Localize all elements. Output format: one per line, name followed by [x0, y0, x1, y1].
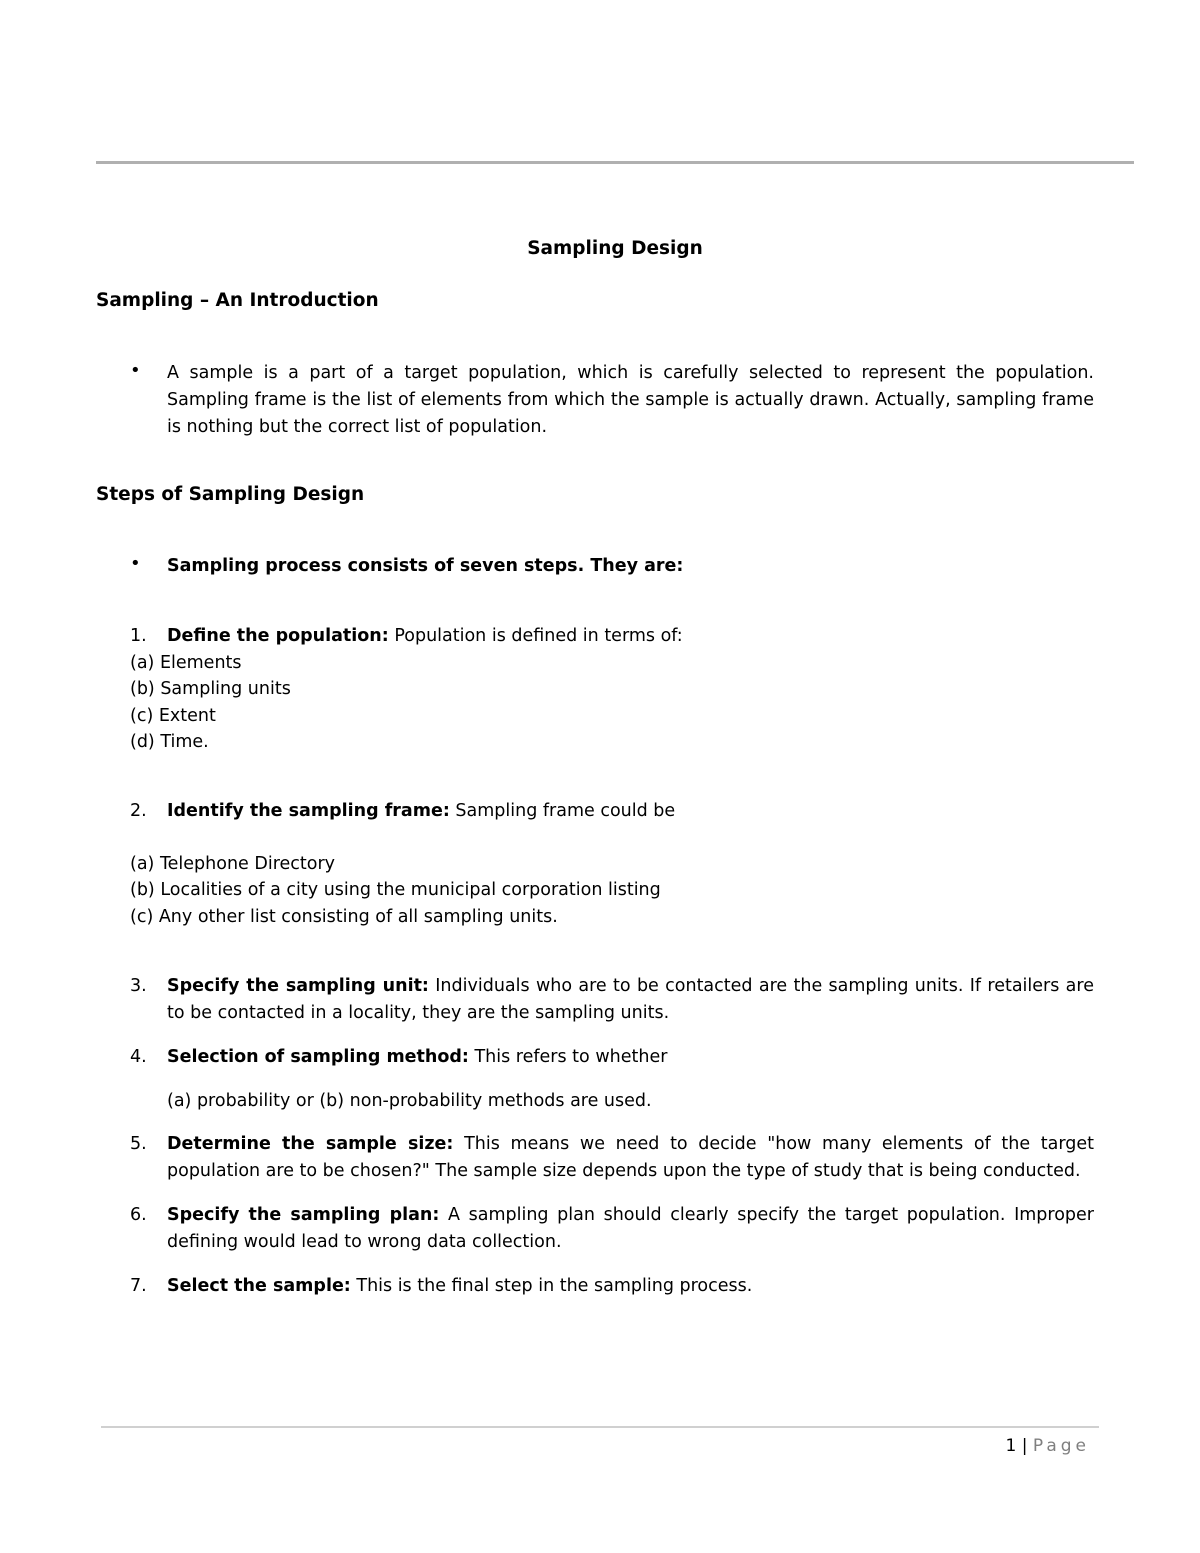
page-footer: [1005, 1436, 1090, 1456]
step-number: 1.: [130, 626, 147, 646]
page-title: Sampling Design: [527, 238, 703, 259]
step-title: Selection of sampling method:: [167, 1047, 469, 1067]
step-text: This refers to whether: [468, 1047, 668, 1067]
step-title: Select the sample:: [167, 1276, 351, 1296]
header-rule: [96, 161, 1134, 164]
list-item: (a) Telephone Directory: [130, 854, 336, 874]
step-text: This means we need to decide "how many elements of the target population are to be chosen?" The sample size depends upon the type of study that is being conducted.: [167, 1134, 1094, 1181]
list-item: (a) Elements: [130, 653, 242, 673]
footer-rule: [101, 1426, 1099, 1428]
bullet-dot-icon: •: [130, 360, 141, 381]
step-2-sublist: [130, 851, 661, 930]
step-4-detail: (a) probability or (b) non-probability methods are used.: [167, 1091, 652, 1111]
step-number: 3.: [130, 976, 147, 996]
step-text: Individuals who are to be contacted are the sampling units. If retailers are to be contacted in a locality, they are the sampling units.: [167, 976, 1094, 1023]
footer-separator: |: [1021, 1436, 1028, 1456]
step-5: [130, 1131, 1094, 1185]
list-item: (b) Localities of a city using the municipal corporation listing: [130, 880, 661, 901]
steps-bullet-text: Sampling process consists of seven steps. They are:: [167, 556, 684, 576]
step-2: [130, 798, 1094, 825]
step-text: Sampling frame could be: [449, 801, 676, 821]
page-label: Page: [1032, 1436, 1090, 1456]
step-4: [130, 1044, 1094, 1071]
section-heading-introduction: Sampling – An Introduction: [96, 290, 379, 311]
step-number: 2.: [130, 801, 147, 821]
step-6: [130, 1202, 1094, 1256]
step-number: 4.: [130, 1047, 147, 1067]
step-text: A sampling plan should clearly specify the target population. Improper defining would lead to wrong data collection.: [167, 1205, 1095, 1252]
step-1: [130, 623, 1094, 650]
step-text: Population is defined in terms of:: [388, 626, 683, 646]
step-text: This is the final step in the sampling process.: [350, 1276, 753, 1296]
step-number: 5.: [130, 1134, 147, 1154]
page-number: 1: [1005, 1436, 1017, 1456]
list-item: (c) Any other list consisting of all sampling units.: [130, 906, 558, 927]
intro-bullet-text: A sample is a part of a target population, which is carefully selected to represent the population. Sampling frame is the list of elements from which the sample is actually drawn. Actually, sampling frame is nothing but the correct list of population.: [167, 363, 1094, 437]
list-item: (d) Time.: [130, 731, 209, 752]
section-heading-steps: Steps of Sampling Design: [96, 484, 365, 505]
step-title: Specify the sampling unit:: [167, 976, 429, 996]
bullet-dot-icon: •: [130, 553, 141, 574]
steps-bullet: [130, 553, 1094, 580]
intro-bullet: [130, 360, 1094, 441]
step-3: [130, 973, 1094, 1027]
step-1-sublist: [130, 650, 291, 755]
step-number: 7.: [130, 1276, 147, 1296]
list-item: (b) Sampling units: [130, 679, 291, 700]
step-number: 6.: [130, 1205, 147, 1225]
step-title: Determine the sample size:: [167, 1134, 454, 1154]
step-title: Define the population:: [167, 626, 389, 646]
step-title: Specify the sampling plan:: [167, 1205, 440, 1225]
step-title: Identify the sampling frame:: [167, 801, 450, 821]
step-7: [130, 1273, 1094, 1300]
list-item: (c) Extent: [130, 705, 216, 726]
